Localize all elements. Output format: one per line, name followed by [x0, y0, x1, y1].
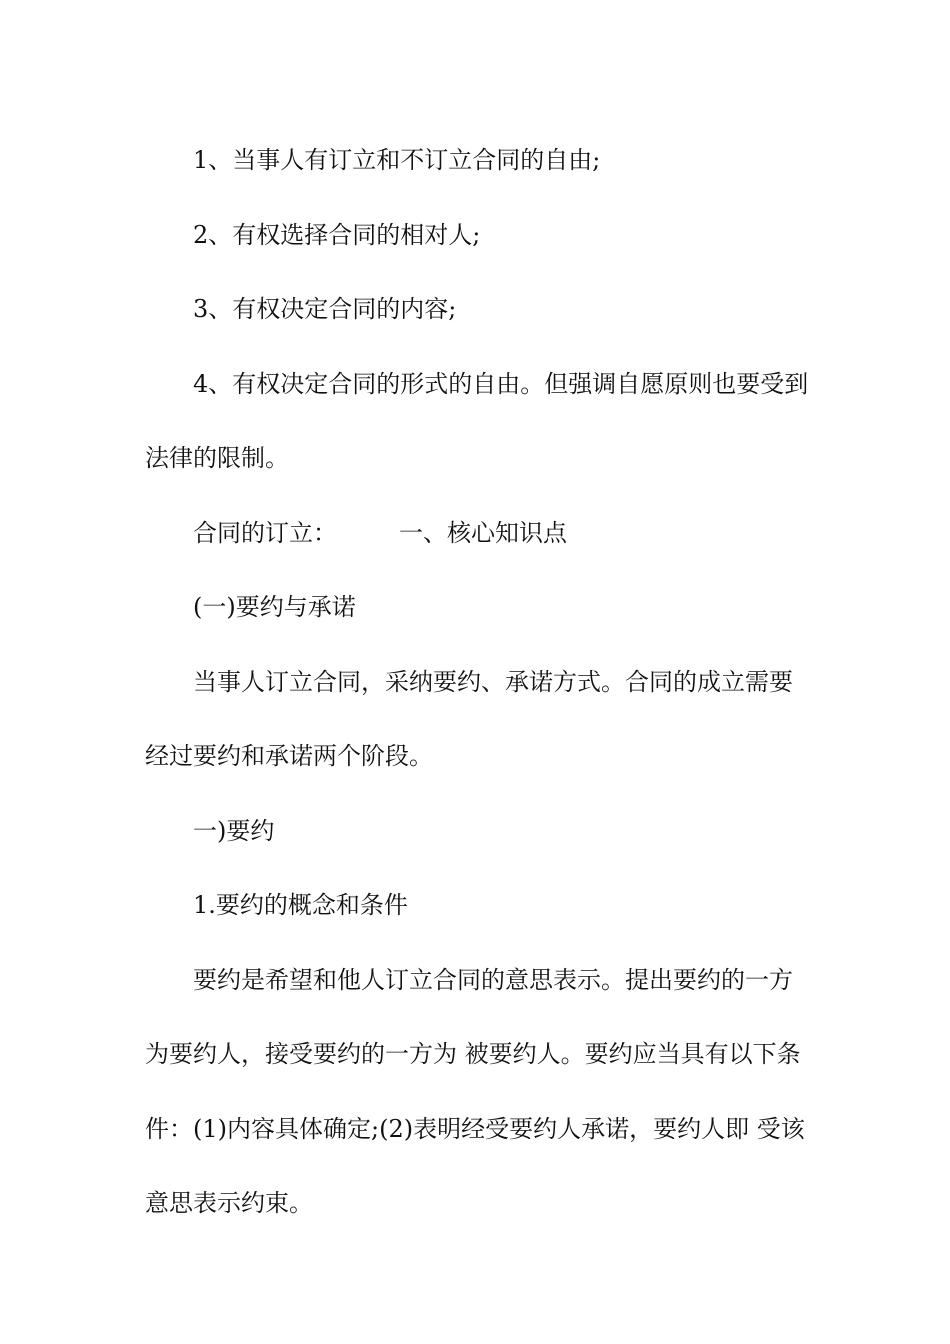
contract-formation-label: 合同的订立：	[193, 518, 337, 547]
paragraph-2: 2、有权选择合同的相对人;	[193, 220, 481, 249]
paragraph-1: 1、当事人有订立和不订立合同的自由;	[193, 146, 601, 174]
paragraph-3: 3、有权决定合同的内容;	[193, 295, 457, 323]
paragraph-10: 要约是希望和他人订立合同的意思表示。提出要约的一方为要约人，接受要约的一方为 被要约人。要约应当具有以下条件：(1)内容具体确定;(2)表明经受要约人承诺，要约人即 受该意思表示约束。	[145, 965, 805, 1217]
paragraph-7: 当事人订立合同，采纳要约、承诺方式。合同的成立需要经过要约和承诺两个阶段。	[145, 667, 793, 770]
paragraph-5	[145, 496, 810, 571]
subsection-heading-offer: 一)要约	[193, 816, 275, 845]
paragraph-4: 4、有权决定合同的形式的自由。但强调自愿原则也要受到法律的限制。	[145, 369, 809, 472]
document-body	[145, 123, 810, 1241]
section-heading-offer-acceptance: (一)要约与承诺	[193, 593, 356, 621]
subsection-heading-offer-concept: 1.要约的概念和条件	[193, 891, 408, 919]
core-knowledge-heading: 一、核心知识点	[399, 518, 567, 547]
